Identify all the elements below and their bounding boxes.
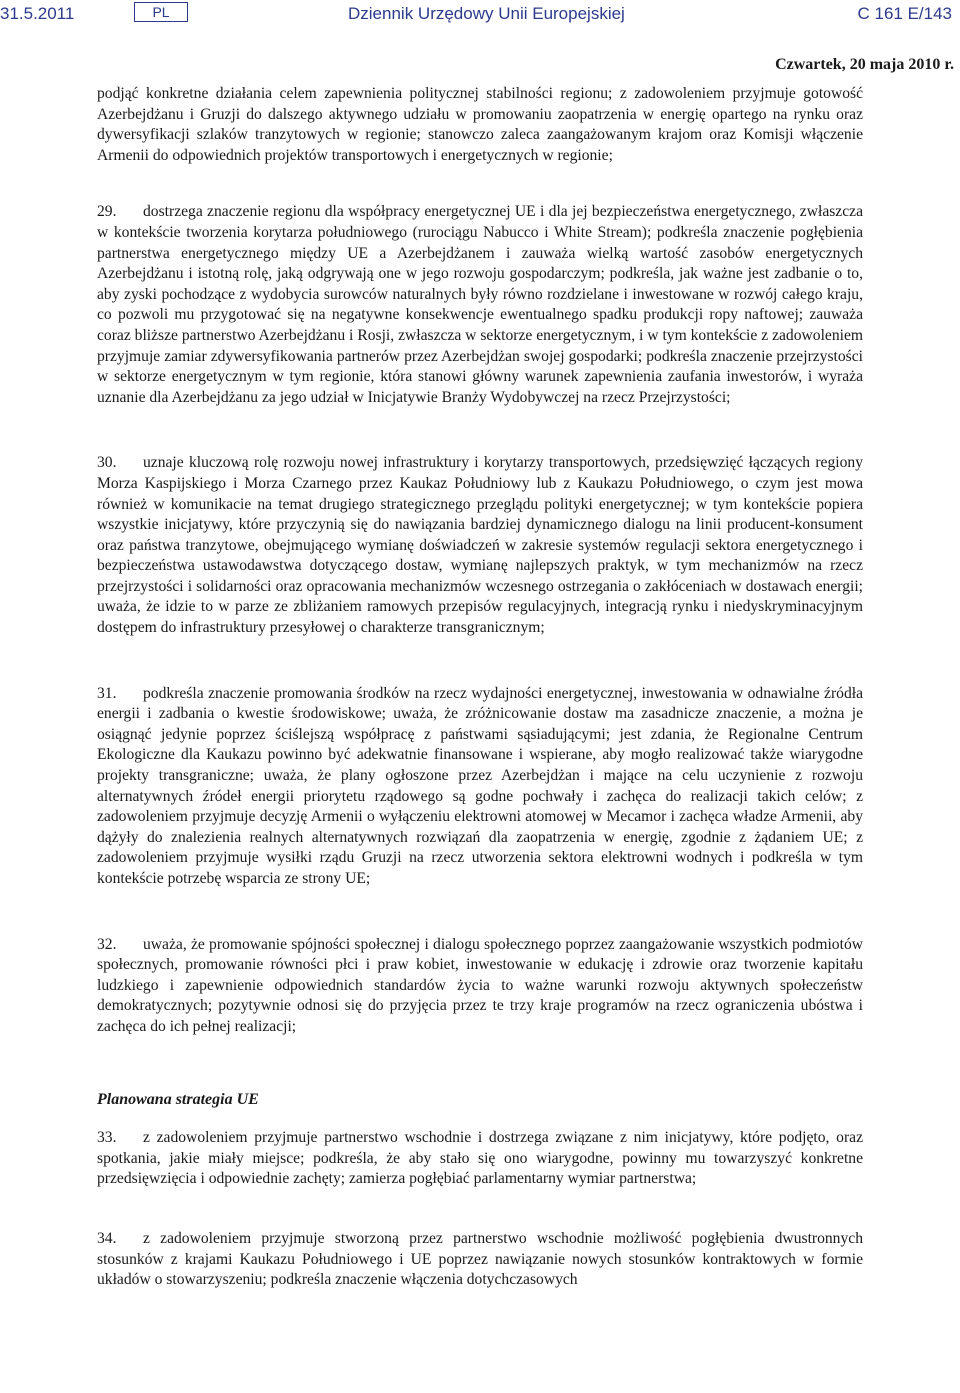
paragraph-32 (97, 935, 863, 1038)
document-body (97, 84, 863, 1291)
paragraph-33 (97, 1128, 863, 1190)
paragraph-31 (97, 684, 863, 890)
paragraph-29 (97, 202, 863, 408)
paragraph-30 (97, 453, 863, 638)
journal-header (0, 0, 960, 36)
paragraph-34 (97, 1229, 863, 1291)
section-heading: Planowana strategia UE (97, 1090, 259, 1108)
paragraph-number: 33. (97, 1129, 117, 1147)
paragraph-number: 30. (97, 454, 117, 472)
paragraph-text: uznaje kluczową rolę rozwoju nowej infrastruktury i korytarzy transportowych, przedsięwzięć łączących regiony Morza Kaspijskiego i Morza Czarnego przez Kaukaz Południowy lub z Kaukazu Południowego, o czym jest mowa również w komunikacie na temat drugiego strategicznego przeglądu polityki energetycznej; w tym kontekście popiera wszystkie inicjatywy, które przyczynią się do nawiązania bardziej dynamicznego dialogu na linii producent-konsument oraz państwa tranzytowe, obejmującego wymianę doświadczeń w zakresie systemów regulacji sektora energetycznego i bezpieczeństwa ustawodawstwa dotyczącego dostaw, wymianę najlepszych praktyk, w tym mechanizmów na rzecz przejrzystości i solidarności oraz opracowania mechanizmów wczesnego ostrzegania o zakłóceniach w dostawach energii; uważa, że idzie to w parze ze zbliżaniem ramowych przepisów regulacyjnych, integracją rynku i niedyskryminacyjnym dostępem do infrastruktury przesyłowej o charakterze transgranicznym; (97, 454, 863, 637)
paragraph-text: z zadowoleniem przyjmuje partnerstwo wschodnie i dostrzega związane z nim inicjatywy, które podjęto, oraz spotkania, jakie miały miejsce; podkreśla, że aby stało się ono wiarygodne, powinny mu towarzyszyć konkretne przedsięwzięcia i odpowiednie zachęty; zamierza pogłębiać parlamentarny wymiar partnerstwa; (97, 1129, 863, 1188)
paragraph-text: podkreśla znaczenie promowania środków na rzecz wydajności energetycznej, inwestowania w odnawialne źródła energii i zadbania o kwestie środowiskowe; uważa, że zróżnicowanie dostaw ma zasadnicze znaczenie, a można je osiągnąć jedynie poprzez ściślejszą współpracę z państwami sąsiadującymi; jest zdania, że Regionalne Centrum Ekologiczne dla Kaukazu powinno być adekwatnie finansowane i wspierane, aby mogło realizować także wiarygodne projekty transgraniczne; uważa, że plany ogłoszone przez Azerbejdżan i mające na celu uczynienie z rozwoju alternatywnych źródeł energii priorytetu rządowego są godne pochwały i zachęca do realizacji takich celów; z zadowoleniem przyjmuje decyzję Armenii o wyłączeniu elektrowni atomowej w Mecamor i zachęca władze Armenii, aby dążyły do znalezienia realnych alternatywnych rozwiązań dla zaopatrzenia w energię, zgodnie z żądaniem UE; z zadowoleniem przyjmuje wysiłki rządu Gruzji na rzecz utworzenia sektora elektrowni wodnych i podkreśla w tym kontekście potrzebę wsparcia ze strony UE; (97, 684, 863, 887)
journal-title: Dziennik Urzędowy Unii Europejskiej (348, 4, 625, 23)
language-badge: PL (134, 2, 188, 22)
intro-paragraph: podjąć konkretne działania celem zapewnienia politycznej stabilności regionu; z zadowoleniem przyjmuje gotowość Azerbejdżanu i Gruzji do dalszego aktywnego udziału w promowaniu zaopatrzenia w energię opartego na rynku oraz dywersyfikacji szlaków tranzytowych w regionie; stanowczo zaleca zaangażowanym krajom oraz Komisji włączenie Armenii do odpowiednich projektów transportowych i energetycznych w regionie; (97, 85, 863, 164)
paragraph-number: 32. (97, 935, 117, 953)
paragraph-number: 29. (97, 203, 117, 221)
paragraph-number: 34. (97, 1229, 117, 1247)
paragraph-number: 31. (97, 684, 117, 702)
publication-date: 31.5.2011 (0, 4, 75, 23)
sitting-date: Czwartek, 20 maja 2010 r. (775, 56, 954, 73)
paragraph-text: uważa, że promowanie spójności społecznej i dialogu społecznego poprzez zaangażowanie wszystkich podmiotów społecznych, promowanie równości płci i praw kobiet, inwestowanie w edukację i zdrowie oraz tworzenie kapitału ludzkiego i zapewnienie odpowiednich standardów życia to ważne warunki rozwoju aktywnych społeczeństw demokratycznych; pozytywnie odnosi się do przyjęcia przez te trzy kraje programów na rzecz ograniczenia ubóstwa i zachęca do ich pełnej realizacji; (97, 935, 863, 1035)
journal-reference: C 161 E/143 (857, 4, 952, 23)
paragraph-text: dostrzega znaczenie regionu dla współpracy energetycznej UE i dla jej bezpieczeństwa energetycznego, zwłaszcza w kontekście tworzenia korytarza południowego (rurociągu Nabucco i White Stream); podkreśla znaczenie pogłębienia partnerstwa energetycznego między UE a Azerbejdżanem i zauważa wielką wartość zasobów energetycznych Azerbejdżanu i istotną rolę, jaką odgrywają one w jego rozwoju gospodarczym; podkreśla, jak ważne jest zadbanie o to, aby zyski pochodzące z wydobycia surowców naturalnych były równo rozdzielane i inwestowane w rozwój całego kraju, co pozwoli mu przygotować się na negatywne konsekwencje ewentualnego spadku produkcji ropy naftowej; zauważa coraz bliższe partnerstwo Azerbejdżanu i Rosji, zwłaszcza w sektorze energetycznym, i w tym kontekście z zadowoleniem przyjmuje zamiar zdywersyfikowania partnerów przez Azerbejdżan swojej gospodarki; podkreśla znaczenie przejrzystości w sektorze energetycznym w tym regionie, która stanowi główny warunek zapewnienia zaufania inwestorów, i wyraża uznanie dla Azerbejdżanu za jego udział w Inicjatywie Branży Wydobywczej na rzecz Przejrzystości; (97, 203, 863, 406)
paragraph-text: z zadowoleniem przyjmuje stworzoną przez partnerstwo wschodnie możliwość pogłębienia dwustronnych stosunków z krajami Kaukazu Południowego i UE poprzez nawiązanie nowych stosunków kontraktowych w formie układów o stowarzyszeniu; podkreśla znaczenie włączenia dotychczasowych (97, 1229, 863, 1289)
